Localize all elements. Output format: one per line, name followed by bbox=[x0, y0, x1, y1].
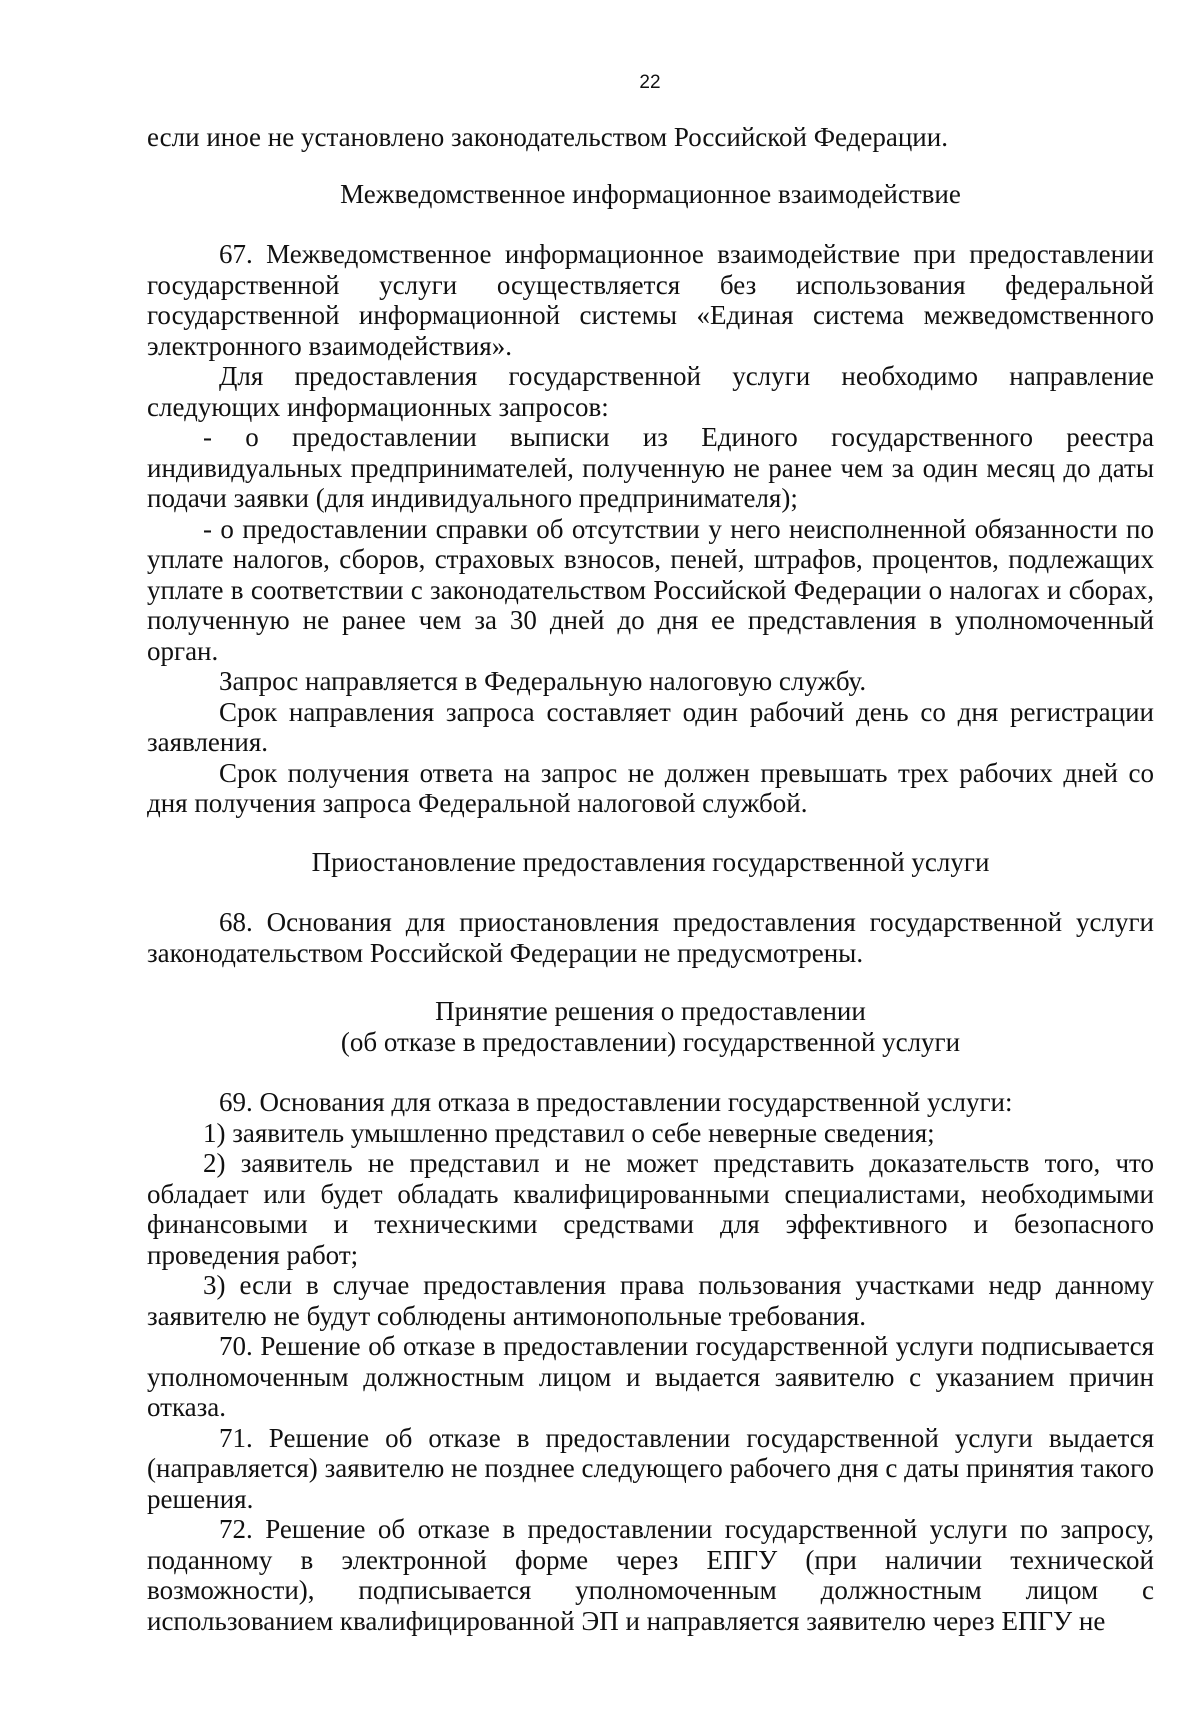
paragraph-69-item-3: 3) если в случае предоставления права пользования участками недр данному заявителю не будут соблюдены антимонопольные требования. bbox=[147, 1270, 1154, 1331]
paragraph-68: 68. Основания для приостановления предоставления государственной услуги законодательством Российской Федерации не предусмотрены. bbox=[147, 907, 1154, 968]
paragraph-71: 71. Решение об отказе в предоставлении государственной услуги выдается (направляется) заявителю не позднее следующего рабочего дня с даты принятия такого решения. bbox=[147, 1422, 1154, 1514]
paragraph-67-item-egrip: - о предоставлении выписки из Единого государственного реестра индивидуальных предпринимателей, полученную не ранее чем за один месяц до даты подачи заявки (для индивидуального предпринимателя); bbox=[147, 422, 1154, 513]
section-heading-decision bbox=[147, 996, 1154, 1057]
page-number: 22 bbox=[639, 72, 661, 93]
paragraph-69: 69. Основания для отказа в предоставлении государственной услуги: bbox=[219, 1087, 1013, 1117]
document-body bbox=[147, 122, 1154, 1636]
paragraph-69-item-1: 1) заявитель умышленно представил о себе неверные сведения; bbox=[203, 1117, 935, 1148]
paragraph-67-send-term: Срок направления запроса составляет один рабочий день со дня регистрации заявления. bbox=[147, 696, 1154, 757]
paragraph-67-response-term: Срок получения ответа на запрос не должен превышать трех рабочих дней со дня получения запроса Федеральной налоговой службой. bbox=[147, 757, 1154, 818]
section-heading-decision-line2: (об отказе в предоставлении) государственной услуги bbox=[340, 1026, 961, 1057]
section-heading-suspension: Приостановление предоставления государственной услуги bbox=[311, 846, 990, 877]
paragraph-67-requests: Для предоставления государственной услуги необходимо направление следующих информационных запросов: bbox=[147, 361, 1154, 422]
paragraph-69-item-2: 2) заявитель не представил и не может представить доказательств того, что обладает или будет обладать квалифицированными специалистами, необходимыми финансовыми и техническими средствами для эффективного и безопасного проведения работ; bbox=[147, 1148, 1154, 1270]
paragraph-67: 67. Межведомственное информационное взаимодействие при предоставлении государственной услуги осуществляется без использования федеральной государственной информационной системы «Единая система межведомственного электронного взаимодействия». bbox=[147, 239, 1154, 361]
paragraph-72: 72. Решение об отказе в предоставлении государственной услуги по запросу, поданному в электронной форме через ЕПГУ (при наличии технической возможности), подписывается уполномоченным должностным лицом с использованием квалифицированной ЭП и направляется заявителю через ЕПГУ не bbox=[147, 1514, 1154, 1636]
section-heading-interagency: Межведомственное информационное взаимодействие bbox=[340, 178, 961, 209]
opening-line: если иное не установлено законодательством Российской Федерации. bbox=[147, 122, 948, 152]
paragraph-70: 70. Решение об отказе в предоставлении государственной услуги подписывается уполномоченным должностным лицом и выдается заявителю с указанием причин отказа. bbox=[147, 1331, 1154, 1422]
paragraph-67-fns: Запрос направляется в Федеральную налоговую службу. bbox=[219, 666, 867, 696]
paragraph-67-item-tax: - о предоставлении справки об отсутствии у него неисполненной обязанности по уплате налогов, сборов, страховых взносов, пеней, штрафов, процентов, подлежащих уплате в соответствии с законодательством Российской Федерации о налогах и сборах, полученную не ранее чем за 30 дней до дня ее представления в уполномоченный орган. bbox=[147, 513, 1154, 666]
section-heading-decision-line1: Принятие решения о предоставлении bbox=[435, 996, 866, 1026]
